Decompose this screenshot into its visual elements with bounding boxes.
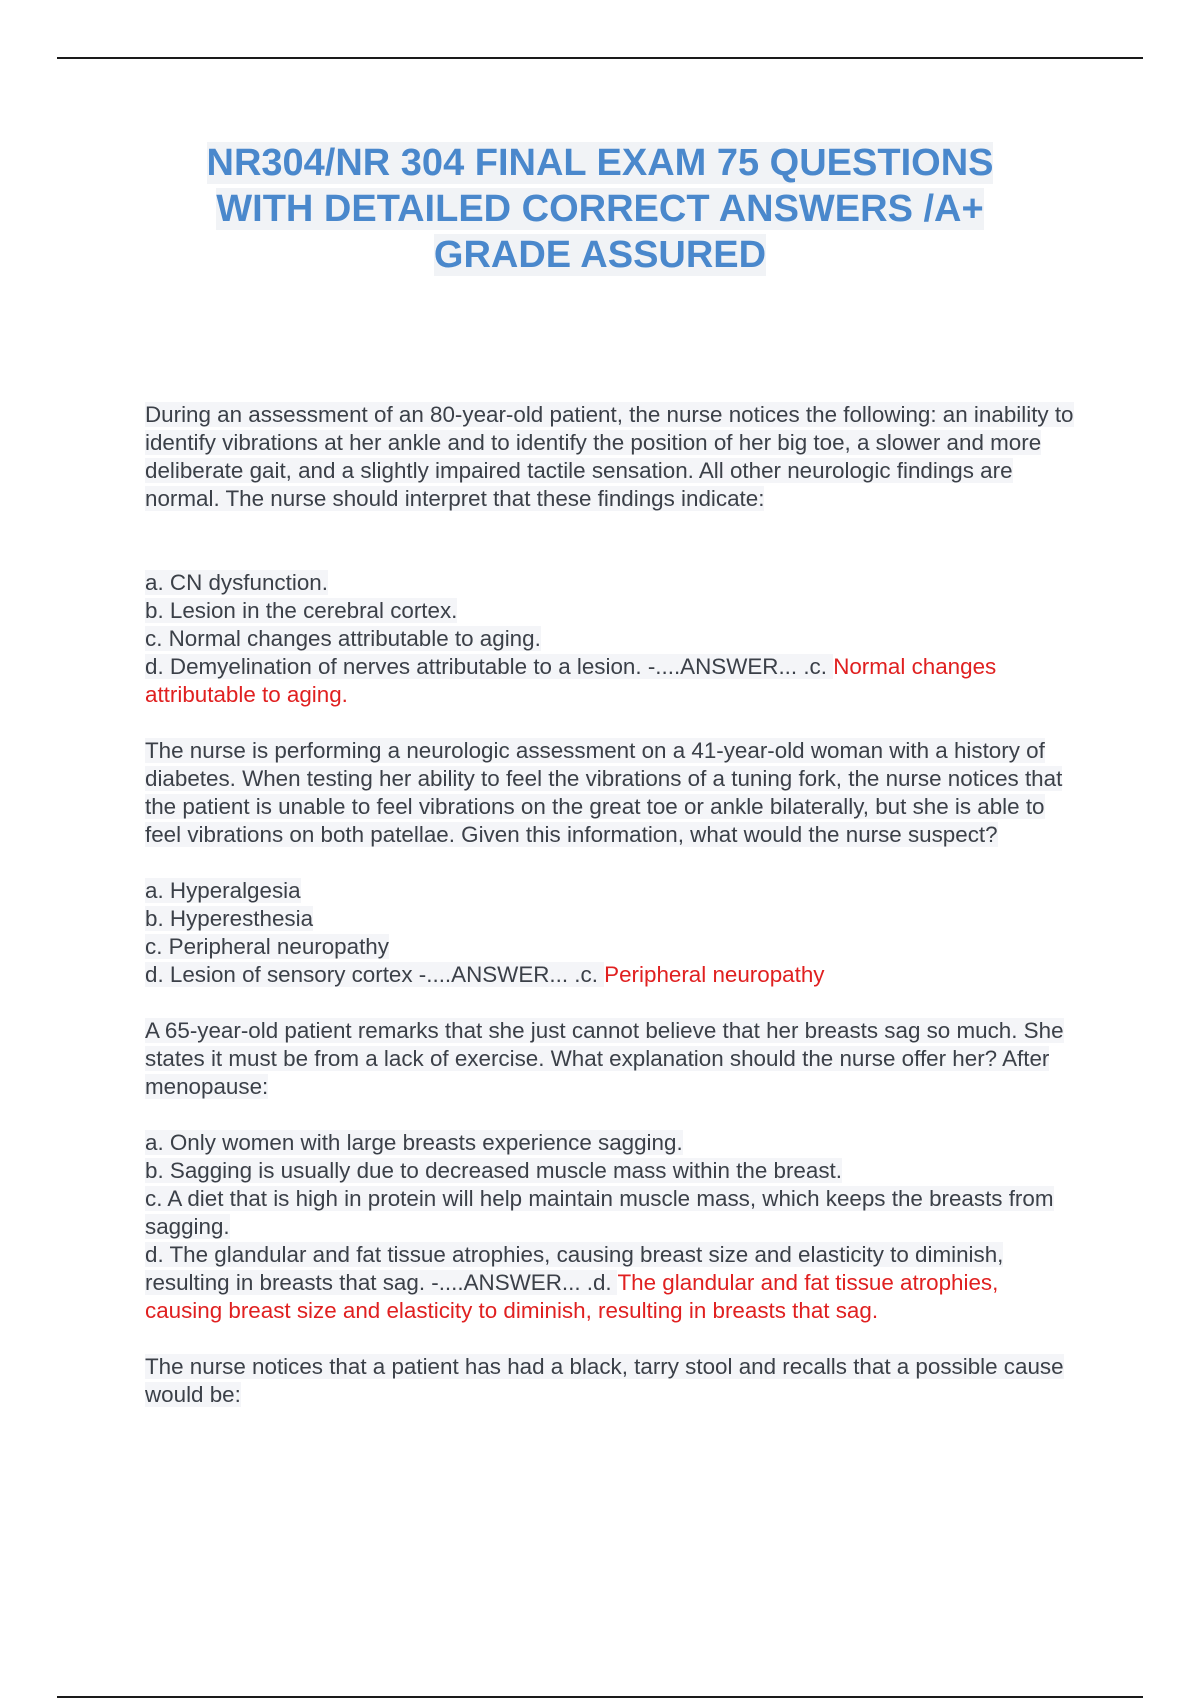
question-1-option-b: b. Lesion in the cerebral cortex. [145, 598, 458, 623]
question-3-options [145, 1129, 1080, 1325]
document-body [145, 401, 1080, 1465]
question-2-option-a: a. Hyperalgesia [145, 878, 301, 903]
question-3-answer: The glandular and fat tissue atrophies, causing breast size and elasticity to diminish, resulting in breasts that sag. [145, 1270, 999, 1323]
question-2-answer: Peripheral neuropathy [604, 962, 825, 987]
question-2-stem: The nurse is performing a neurologic assessment on a 41-year-old woman with a history of diabetes. When testing her ability to feel the vibrations of a tuning fork, the nurse notices that the patient is unable to feel vibrations on the great toe or ankle bilaterally, but she is able to feel vibrations on both patellae. Given this information, what would the nurse suspect? [145, 738, 1063, 847]
bottom-divider [57, 1696, 1143, 1698]
question-2-option-c: c. Peripheral neuropathy [145, 934, 389, 959]
question-2-option-d: d. Lesion of sensory cortex -....ANSWER... .c. Peripheral neuropathy [145, 962, 825, 987]
top-divider [57, 57, 1143, 59]
question-4-stem: The nurse notices that a patient has had a black, tarry stool and recalls that a possible cause would be: [145, 1354, 1064, 1407]
question-3-option-a: a. Only women with large breasts experience sagging. [145, 1130, 683, 1155]
title-line-1: NR304/NR 304 FINAL EXAM 75 QUESTIONS [206, 142, 994, 184]
question-1-answer: Normal changes attributable to aging. [145, 654, 997, 707]
question-2-options [145, 877, 1080, 989]
question-3-option-b: b. Sagging is usually due to decreased muscle mass within the breast. [145, 1158, 842, 1183]
document-title [100, 140, 1100, 278]
question-1-options [145, 569, 1080, 709]
question-1-stem: During an assessment of an 80-year-old patient, the nurse notices the following: an inability to identify vibrations at her ankle and to identify the position of her big toe, a slower and more deliberate gait, and a slightly impaired tactile sensation. All other neurologic findings are normal. The nurse should interpret that these findings indicate: [145, 402, 1074, 511]
document-title-block [100, 140, 1100, 278]
question-1-option-a: a. CN dysfunction. [145, 570, 328, 595]
title-line-2: WITH DETAILED CORRECT ANSWERS /A+ [216, 188, 984, 230]
question-1-option-c: c. Normal changes attributable to aging. [145, 626, 541, 651]
question-3-option-c: c. A diet that is high in protein will help maintain muscle mass, which keeps the breasts from sagging. [145, 1186, 1054, 1239]
question-2-option-b: b. Hyperesthesia [145, 906, 314, 931]
question-3-stem: A 65-year-old patient remarks that she just cannot believe that her breasts sag so much. She states it must be from a lack of exercise. What explanation should the nurse offer her? After menopause: [145, 1018, 1064, 1099]
question-1-option-d: d. Demyelination of nerves attributable to a lesion. -....ANSWER... .c. Normal changes attributable to aging. [145, 654, 997, 707]
title-line-3: GRADE ASSURED [433, 234, 767, 276]
question-3-option-d: d. The glandular and fat tissue atrophies, causing breast size and elasticity to diminish, resulting in breasts that sag. -....ANSWER... .d. The glandular and fat tissue atrophies, causing breast size and elasticity to diminish, resulting in breasts that sag. [145, 1242, 1004, 1323]
